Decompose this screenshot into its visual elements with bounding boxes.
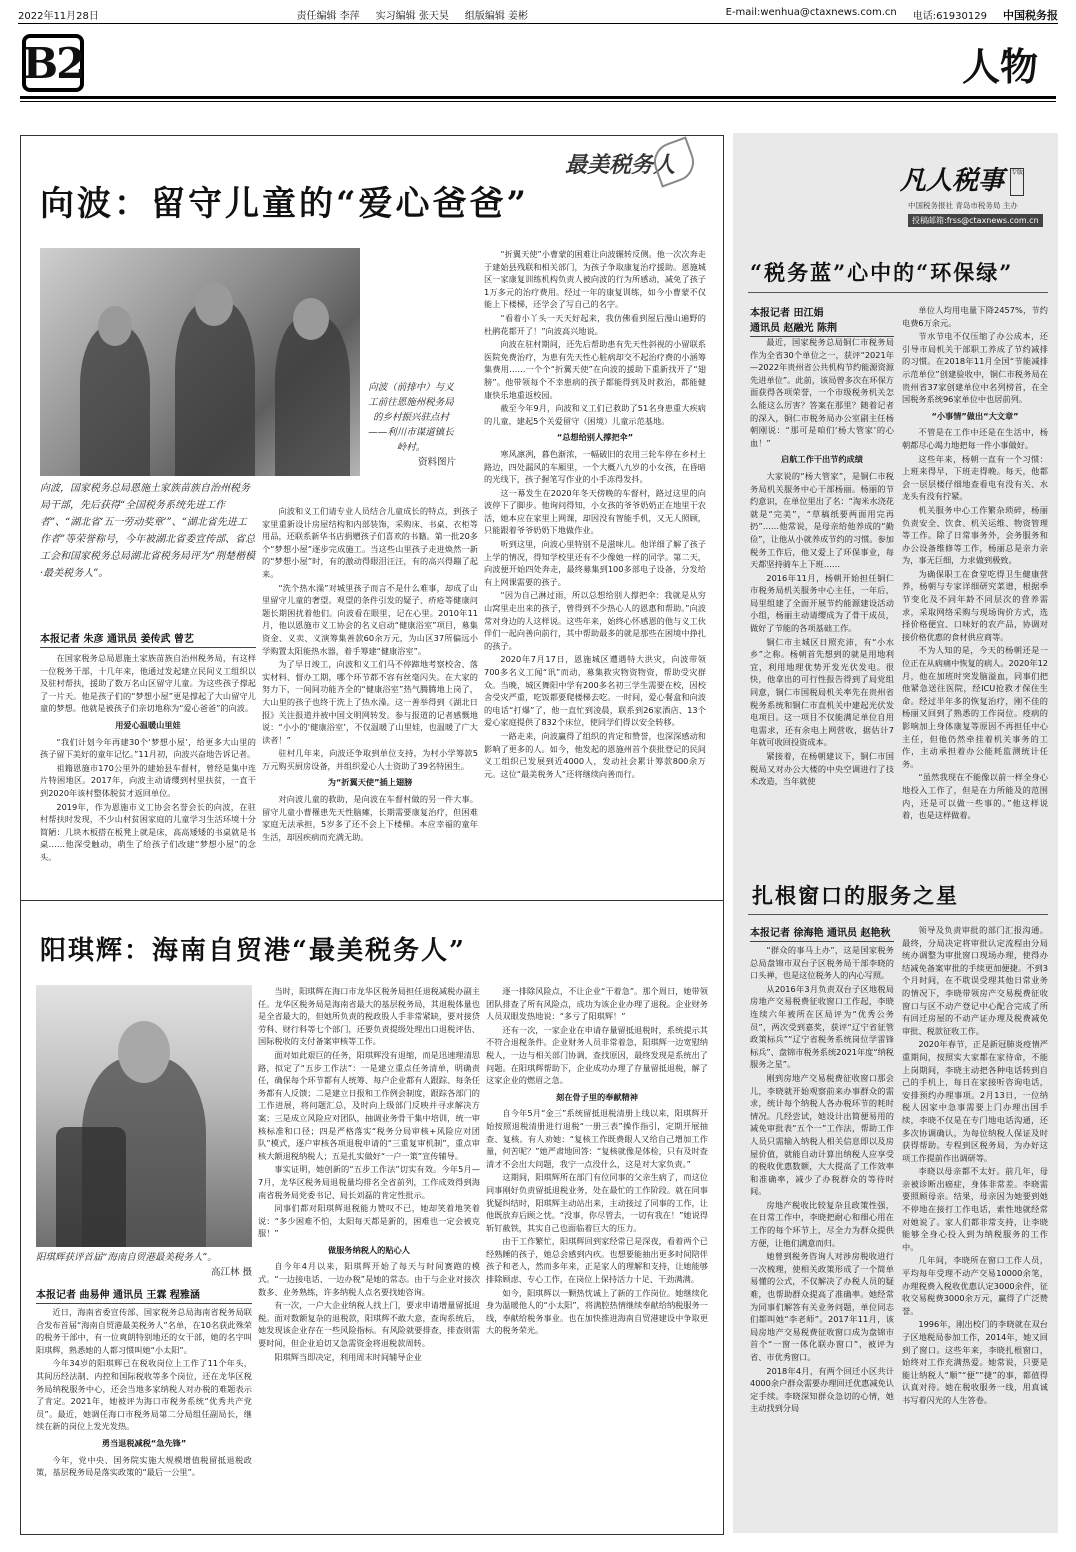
article-a-photo — [40, 248, 360, 476]
email: E-mail:wenhua@ctaxnews.com.cn — [725, 6, 897, 18]
paragraph: “折翼天使”小曹蒙的困难让向波辗转反侧。他一次次奔走于建始县残联和相关部门，为孩子争取康复治疗援助。恩施城区一家康复训练机构负责人被向波的行为所感动，减免了孩子1万多元的治疗费用。经过一年的康复训练，如今小曹蒙不仅能上下楼梯，还学会了写自己的名字。 — [484, 249, 706, 310]
paragraph: 近日，海南省委宣传部、国家税务总局海南省税务局联合发布首届“海南自贸港最美税务人”名单，在10名获此殊荣的税务干部中，有一位爽朗特别地还的女干部，她的名字叫阳琪辉，熟悉她的人都习惯叫她“小太阳”。 — [36, 1307, 252, 1355]
column-masthead: 凡人税事 — [900, 166, 1005, 196]
article-d-byline: 本报记者 徐海艳 通讯员 赵艳秋 — [750, 924, 894, 942]
header-rule — [20, 96, 1056, 99]
paragraph: 1996年，刚出校门的李晓就在双台子区地税局参加工作，2014年，她又回到了窗口。这些年来，李晓扎根窗口，始终对工作充满热爱。她常说，只要是能让纳税人“顺”“便”“捷”的事，都值得认真对待。她在税收服务一线，用真诚书写着闪光的人生答卷。 — [902, 1319, 1048, 1405]
title-rule — [748, 914, 1048, 915]
subheading: 为“折翼天使”插上翅膀 — [327, 777, 413, 788]
subheading: 勇当退税减税“急先锋” — [101, 1437, 187, 1448]
paragraph: 自今年5月“金三”系统留抵退税清册上线以来，阳琪辉开始按照退税清册进行退税“一册三表”操作指引，定期开展抽查、复核。有人劝她：“复核工作既费眼人又给自己增加工作量，何苦呢？”她严肃地回答：“复核就像是体检，只有及时查清才不会出大问题，我宁一点没什么，这是对大家负责。” — [486, 1108, 708, 1169]
paragraph: “洗个热水澡”对城里孩子而言不是什么难事，却成了山里留守儿童的奢望。观望的条件引发的疑子、疥疮等健康问题长期困扰着他们。向波看在眼里，记在心里。2010年11月，他以恩施市义工协会的名义启动“健康浴室”项目，募集资金、义卖、义演筹集善款60余万元，为山区37所偏远小学购置太阳能热水器，着手筹建“健康浴室”。 — [262, 582, 478, 656]
section-title: 人物 — [961, 43, 1038, 89]
article-d-col2 — [902, 924, 1048, 1528]
paragraph: 今年34岁的阳琪辉已在税收岗位上工作了11个年头，其间历经法制、内控和国际税收等多个岗位，还在龙华区税务局纳税服务中心，还会当地多家纳税人对办税的难题表示了肯定。2021年，她被评为海口市税务系统“优秀共产党员”。最近，她调任海口市税务局第二分局组任副局长，继续在新的岗位上发光发热。 — [36, 1358, 252, 1432]
article-d-col1 — [750, 944, 894, 1528]
article-a-byline: 本报记者 朱彦 通讯员 姜传武 曾艺 — [40, 630, 256, 648]
page-number: B2 — [22, 34, 84, 92]
paragraph: 听到这里，向波心里特别不是滋味儿。他详细了解了孩子上学的情况，得知学校里还有不少像她一样的同学。第二天，向波便开始四处奔走，最终募集到100多部电子设备，分发给有上网课需要的孩子。 — [484, 539, 706, 587]
article-a-title: 向波：留守儿童的“爱心爸爸” — [40, 184, 530, 224]
paragraph: “虽然我现在不能像以前一样全身心地投入工作了，但是在力所能及的范围内，还是可以做一些事的。”他这样说着，也是这样做着。 — [902, 772, 1048, 821]
issue-date: 2022年11月28日 — [18, 11, 99, 22]
subheading: “总想给别人撑把伞” — [556, 432, 634, 443]
paragraph: “看着小丫头一天天好起来，我仿佛看到屋后漫山遍野的杜鹃花都开了！”向波高兴地说。 — [484, 312, 706, 336]
page-header — [18, 6, 1058, 24]
title-rule — [748, 292, 1048, 293]
paragraph: 房地产税收比较复杂且政策性强，在日常工作中，李晓把耐心和细心用在工作的每个环节上，尽全力为群众提供方便，让他们满意而归。 — [750, 1199, 894, 1248]
masthead-email: 投稿邮箱:frss@ctaxnews.com.cn — [908, 214, 1043, 227]
photo-caption-text: 阳琪辉获评首届“海南自贸港最美税务人”。 — [36, 1252, 217, 1263]
intern-editor: 实习编辑 张天昊 — [375, 11, 449, 22]
paragraph: 有一次，一户大企业纳税人找上门，要求申请增量留抵退税。面对数额复杂的退税款，阳琪辉不敢大意，查询系统后，她发现该企业存在一些风险指标。有风险就要排查，排查则需要时间，但企业迫切又急需资金将退税款周转。 — [258, 1300, 480, 1349]
leaf-icon — [648, 136, 699, 187]
subheading: 启航工作干出节约成绩 — [781, 454, 863, 465]
photo-credit: 高江林 摄 — [210, 1267, 252, 1278]
paper-name: 中国税务报 — [1003, 8, 1058, 22]
article-b-col3 — [486, 985, 708, 1528]
paragraph: 不为人知的是，今天的杨朝还是一位正在从病痛中恢复的病人。2020年12月，他在加班时突发脑溢血，同事们把他紧急送往医院，经ICU抢救才保住生命。经过半年多的恢复治疗，刚不佳的杨丽又回到了熟悉的工作岗位。疫病的影响加上身体康复等原因不再担任中心主任，但他仍然牵挂着机关事务的工作，主动承担着办公能耗监测统计任务。 — [902, 645, 1048, 769]
editor-credits — [296, 7, 528, 22]
paragraph: 向波和义工们请专业人员结合儿童成长的特点，到孩子家里重新设计房屋结构和内部装饰，采购床、书桌、衣柜等用品，还联系新华书店捐赠孩子们喜欢的书籍。第一批20多个“梦想小屋”逐步完成施工。当这些山里孩子走进焕然一新的“梦想小屋”时，有的激动得眼泪汪汪，有的高兴得蹦了起来。 — [262, 506, 478, 579]
photo-credit: 资料图片 — [417, 457, 456, 468]
paragraph: 向波在驻村期间，还先后帮助患有先天性斜视的小留联系医院免费治疗，为患有先天性心脏病却交不起治疗费的小涵筹集费用……一个个“折翼天使”在向波的援助下重新找开了“翅膀”。他带领每个不幸患病的孩子都能得到及时救治，都能健康快乐地重返校园。 — [484, 339, 706, 400]
paragraph: 从2016年3月负责双台子区地税局房地产交易税费征收窗口工作起，李晓连续六年被所在区局评为“优秀公务员”，两次受到嘉奖，获评“辽宁省征管政策标兵”“辽宁省税务系统岗位学雷锋标兵”、盘锦市税务系统2021年度“纳税服务之星”。 — [750, 983, 894, 1070]
paragraph: 今年，党中央、国务院实施大规模增值税留抵退税政策，基层税务局是落实政策的“最后一公里”。 — [36, 1454, 252, 1478]
article-b-photo-caption — [36, 1250, 252, 1280]
article-c-col1 — [750, 336, 894, 858]
paragraph: 如今，阳琪辉以一颗热忱诚上了新的工作岗位。她继续化身为温暖他人的“小太阳”，将满腔热情继续奉献给纳税服务一线，奉献给税务事业。也在加快推进海南自贸港建设中争取更大的税务荣光。 — [486, 1287, 708, 1336]
paragraph: 一路走来，向波赢得了组织的肯定和赞誉，也深深感动和影响了更多的人。如今，他发起的恩施州首个获批登记的民间义工组织已发展到近4000人，发动社会累计筹款800余万元。这位“最美税务人”还将继续向善而行。 — [484, 730, 706, 779]
paragraph: 截至今年9月，向波和义工们已救助了51名身患重大疾病的儿童，建起5个关爱留守（困境）儿童示范基地。 — [484, 403, 706, 426]
paragraph: 刚到房地产交易税费征收窗口那会儿，李晓就开始观察前来办事群众的需求，统计每个纳税人各办税环节的耗时情况。几经尝试，她设计出简便易用的减免审批表“五个一”工作法，帮助工作人员只需输入纳税人相关信息即以及房屋价值，就能自动计算出纳税人应享受的税收优惠数额，大大提高了工作效率和准确率，减少了办税群众的等待时间。 — [750, 1072, 894, 1197]
paragraph: 2020年春节，正是新冠肺炎疫情严重期间，按照实大家都在家待命，不能上岗期间，李晓主动把各种电话转到自己的手机上，每日在家接听咨询电话，安排预约办理事项。2月13日，一位纳税人因家中急事需要上门办理出国手续，李晓不仅是在专门地电话沟通，还多次协调确认，为每位纳税人保证及时获得帮助。专程到区税务局，为办好这项工作提前作出调研等。 — [902, 1039, 1048, 1163]
paragraph: 2018年4月，有两个回迁小区共计4000余户群众需要办理回迁优惠减免认定手续。李晓深知群众急切的心情，她主动找到分局 — [750, 1365, 894, 1414]
paragraph: 铜仁市主城区日照充沛，有“小水乡”之称。杨朝首先想到的就是用地利宜，利用地理优势开发光伏发电。很快，他拿出的可行性报告得到了局党组同意，铜仁市国税局机关率先在贵州省税务系统和铜仁市直机关中建起光伏发电项目。这一项目不仅能满足单位自用电需求，还有余电上网营收，据估计7年就可收回投资成本。 — [750, 636, 894, 748]
contact-info — [726, 7, 1058, 23]
paragraph: 寒风凛冽，暮色渐浓，一幅破旧的农用三轮车停在乡村土路边，四处漏风的车厢里，一个大概八九岁的小女孩，在昏暗的光线下，孩子握笔写作业的小手冻得发抖。 — [484, 448, 706, 485]
layout-editor: 组版编辑 姜彬 — [464, 11, 529, 22]
paragraph: 机关服务中心工作繁杂琐碎，杨丽负责安全、饮食、机关运维、物资管理等工作。除了日常事务外，会务服务和办公设备维修等工作，杨丽总是亲力亲为，事无巨细，力求做到极致。 — [902, 504, 1048, 566]
paragraph: 不管是在工作中还是在生活中，杨朝都尽心竭力地把每一件小事做好。 — [902, 427, 1048, 450]
masthead-sponsors: 中国税务报社 青岛市税务局 主办 — [908, 201, 1018, 210]
paragraph: “因为自己淋过雨，所以总想给别人撑把伞：我就是从穷山窝里走出来的孩子，曾得到不少热心人的恩惠和帮助。”向波常对身边的人这样说。这些年来，始终心怀感恩的他与义工伙伴们一起向善向前行，其中帮助最多的就是那些在困境中挣扎的孩子。 — [484, 590, 706, 651]
article-a-col2 — [262, 505, 478, 892]
paragraph: 在国家税务总局恩施土家族苗族自治州税务局，有这样一位税务干部，十几年来，他通过发起建立民间义工组织以及驻村帮扶，援助了数万名山区留守儿童。为这些孩子撑起了一片天。他是孩子们的“梦想小屋”更是撑起了大山留守儿童的梦想。他就是被孩子们亲切地称为“爱心爸爸”的向波。 — [40, 653, 256, 714]
article-b-byline: 本报记者 曲易伸 通讯员 王霖 程雅涵 — [36, 1286, 252, 1304]
subheading: 用爱心温暖山里娃 — [115, 719, 181, 730]
paragraph: 这一幕发生在2020年冬天傍晚的车督村，路过这里的向波停下了脚步。他询问得知，小女孩的爷爷奶奶正在地里干农活，她本应在家里上网课，却因没有智能手机，又无人照顾，只能跟着爷爷奶奶下地做作业。 — [484, 487, 706, 536]
paragraph: 2016年11月，杨朝开始担任铜仁市税务局机关服务中心主任，一年后，局里组建了全面开展节约能源建设活动小组，杨丽主动请缨成为了骨干成员，做好了节能的各项基础工作。 — [750, 572, 894, 634]
paragraph: 事实证明，她创新的“五步工作法”切实有效。今年5月—7月，龙华区税务局退税量均排名全省前列，工作成效得到海南省税务局党委书记、局长刘磊的肯定性批示。 — [258, 1164, 480, 1200]
header-rule-thin — [20, 101, 1056, 102]
article-b-col2 — [258, 985, 480, 1528]
article-divider — [20, 900, 724, 901]
paragraph: 祖籍恩施市170公里外的建始县车督村，曾经是集中连片特困地区。2017年，向波主动请缨到村里扶贫，一直干到2020年该村整体脱贫才返回单位。 — [40, 762, 256, 798]
paragraph: 自今年4月以来，阳琪辉开始了每天与时间赛跑的模式。“一边接电话、一边办税”是她的常态。由于与企业对接次数多、业务熟练，许多纳税人点名要找她咨询。 — [258, 1261, 480, 1297]
paragraph: 当时，阳琪辉在海口市龙华区税务局担任退税减税办副主任。龙华区税务局是海南省最大的基层税务局，其退税体量也是全省最大的，但她所负责的税政股人手非常紧缺，要对接贷劳科、财行科等七个部门，还要负责提级处理出口退税评估、国际税收的支付备案审核等工作。 — [258, 986, 480, 1047]
article-a-col1 — [40, 652, 256, 892]
paragraph: 逐一排除风险点，不让企业“干着急”。那个周日，她带领团队排查了所有风险点，成功为该企业办理了退税。企业财务人员双眼发热地说：“多亏了阳琪辉！” — [486, 986, 708, 1022]
paragraph: 2019年，作为恩施市义工协会名誉会长的向波，在驻村帮扶时发现，不少山村贫困家庭的儿童学习生活环境十分简陋：几块木板搭在板凳上就是床，高高矮矮的书桌就是书桌……他深受触动，萌生了给孩子们改建“梦想小屋”的念头。 — [40, 801, 256, 862]
paragraph: 紧接着，在杨朝建议下，铜仁市国税局又对办公大楼的中央空调进行了技术改造，当年就使 — [750, 751, 894, 787]
paragraph: 2020年7月17日，恩施城区遭遇特大洪灾，向波带领700多名义工闻“讯”而动，募集救灾物资物资，帮助受灾群众。当晚，城区舞阳中学有200多名初三学生需要在校，因校舍受灾严重，吃饭都要爬楼梯去吃。一时间，爱心餐盒和向波的电话“打爆”了，他一直忙到凌晨，联系到26家酒店、13个爱心家庭提供了832个床位，使同学们得以安全转移。 — [484, 654, 706, 728]
paragraph: 大家说的“杨大管家”，是铜仁市税务局机关服务中心干部杨丽。杨丽的节约意识，在单位里出了名：“淘米水浇花就是“完美”，“草稿纸要两面用完再扔”……他常说，是母亲给他养成的“勤俭”，让他从小就养成节约的习惯。参加税务工作后，他又爱上了环保事业，每天都坚持骑车上下班…… — [750, 470, 894, 570]
paragraph: 还有一次，一家企业在申请存量留抵退税时，系统提示其不符合退税条件。企业财务人员非常着急，阳琪辉一边宽慰纳税人，一边与相关部门协调，查找原因，最终发现是系统出了问题。在阳琪辉帮助下，企业成功办理了存量留抵退税，解了这家企业的燃眉之急。 — [486, 1024, 708, 1086]
paragraph: 为了早日竣工，向波和义工们马不停蹄地考察校舍、落实材料、督办工期，哪个环节都不容有丝毫闪失。在大家的努力下，一间间功能齐全的“健康浴室”热气腾腾地上岗了，大山里的孩子也终于洗上了热水澡。这一善举得到《湖北日报》关注报道并被中国文明网转发。参与报道的记者感慨地说：“小小的‘健康浴室’，不仅温暖了山里娃，也温暖了广大读者！” — [262, 659, 478, 745]
paragraph: 几年间，李晓所在窗口工作人员，平均每年受理不动产交易10000余笔，办理税费入税收优惠认定3000余件，征收交易税费3000余万元，赢得了广泛赞誉。 — [902, 1255, 1048, 1316]
paragraph: 面对如此艰巨的任务，阳琪辉没有退缩，而是迅速理清思路，拟定了“五步工作法”：一是建立重点任务清单，明确责任，确保每个环节都有人统筹、每户企业都有人跟踪、每条任务都有人反馈；二是建立日报和工作例会制度，跟踪各部门的工作进展，将问题汇总，及时向上级部门反映并寻求解决方案；三是成立风险应对团队，抽调业务骨干集中培训，统一审核标准和口径；四是严格落实“税务分局审核+风险应对团队”模式，逐户审核各项退税申请的“三重复审机制”，重点审核大额退税纳税人；五是扎实做好“一户一策”宣传辅导。 — [258, 1049, 480, 1161]
article-a-col3 — [484, 248, 706, 892]
article-b-photo — [36, 985, 252, 1247]
article-c-byline: 本报记者 田江娟 通讯员 赵融光 陈荆 — [750, 304, 894, 337]
paragraph: 单位人均用电量下降2457%，节约电费6万余元。 — [902, 305, 1048, 328]
phone: 电话:61930129 — [912, 10, 987, 22]
award-badge — [540, 140, 700, 186]
photo-caption-text: 向波（前排中）与义工前往恩施州税务局的乡村振兴驻点村——利川市谋道镇长岭村。 — [368, 382, 454, 453]
article-d-title: 扎根窗口的服务之星 — [752, 883, 959, 908]
paragraph: “我们计划今年再建30个‘梦想小屋’，给更多大山里的孩子留下美好的童年记忆。”11月初，向波兴奋地告诉记者。 — [40, 736, 256, 760]
paragraph: 领导及负责审批的部门汇报沟通。最终，分局决定将审批认定流程由分局统办调整为审批窗口现场办理，使得办结减免备案审批的手续更加便捷。不到3个月时间，在不耽误受理其他日常业务的情况下，李晓带领房产交易税费征收窗口与区不动产登记中心配合完成了所有回迁房屋的不动产证办理及税费减免审批、税款征收工作。 — [902, 925, 1048, 1036]
article-c-title: “税务蓝”心中的“环保绿” — [750, 260, 1014, 285]
paragraph: 最近，国家税务总局铜仁市税务局作为全省30个单位之一，获评“2021年—2022年贵州省公共机构节约能源资源先进单位”。此前，该局曾多次在环保方面获得各项荣誉，一个市级税务机关怎么能这么厉害？答案在那里？随着记者的深入，铜仁市税务局办公室副主任杨朝刚说：“那可是咱们‘杨大管家’的心血！” — [750, 337, 894, 448]
editor: 责任编辑 李萍 — [296, 11, 360, 22]
article-a-lead: 向波，国家税务总局恩施土家族苗族自治州税务局干部，先后获得“全国税务系统先进工作者”、“湖北省‘五一劳动奖章’”、“湖北省先进工作者”等荣誉称号，今年被湖北省委宣传部、省总工会和国家税务总局湖北省税务局评为“荆楚楷模·最美税务人”。 — [40, 483, 256, 579]
paragraph: 为确保职工在食堂吃得卫生健康营养，杨朝与专家详细研究菜谱，根据季节变化及不同年龄不同层次的营养需求，采取网络采购与现场询价方式，选择价格便宜、口味好的农产品，协调对接价格优惠的食材供应商等。 — [902, 568, 1048, 642]
subheading: 做服务纳税人的贴心人 — [328, 1244, 410, 1255]
paragraph: 同事们都对阳琪辉退税能力赞叹不已，她却笑着地笑着说：“多少困难不怕，太阳每天都是新的，困难也一定会被克服！” — [258, 1203, 480, 1239]
badge-text: 最美税务人 — [564, 151, 675, 178]
article-b-title: 阳琪辉：海南自贸港“最美税务人” — [40, 936, 466, 966]
paragraph: 对向波儿童的救助，是向波在车督村做的另一件大事。留守儿童小曹罹患先天性脑瘫，长期需要康复治疗，但困难家庭无法承担，5岁多了还不会上下楼梯。本应幸福的童年生活，却因疾病而充满无助。 — [262, 794, 478, 842]
subheading: 刻在骨子里的奉献精神 — [556, 1091, 638, 1102]
masthead-seal: 专版 — [1010, 168, 1024, 196]
article-a-photo-caption — [366, 380, 456, 470]
paragraph: 她曾到税务咨询人对涉房税收进行一次梳理，使相关政策形成了一个简单易懂的公式，不仅解决了办税人员的疑难，也帮助群众提高了准确率。她经常为同事们解答有关业务问题，单位同志们都叫她“李老师”。2017年11月，该局房地产交易税费征收窗口成为盘锦市首个“一窗一体化联办窗口”，被评为省、市优秀窗口。 — [750, 1251, 894, 1362]
paragraph: 由于工作繁忙，阳琪辉回到家经常已是深夜，看着两个已经熟睡的孩子，她总会感到内疚。也想要能抽出更多时间陪伴孩子和老人，然而多年来，正是家人的理解和支持，让她能够排除顾虑、专心工作，在岗位上保持活力十足、干劲满满。 — [486, 1236, 708, 1285]
subheading: “小事情”做出“大文章” — [931, 410, 1019, 421]
paragraph: 李晓以母亲都不太好。前几年，母亲被诊断出癌症，身体非常差。李晓需要照顾母亲。结果，母亲因为她要到她不停地在接打工作电话，索性地就经常对她说了。家人们都非常支持，让李晓能够全身心投入到为纳税服务的工作中。 — [902, 1166, 1048, 1252]
paragraph: 驻村几年来，向波还争取到单位支持，为村小学筹款5万元购买厨房设备，并组织爱心人士资助了39名特困生。 — [262, 748, 478, 771]
paragraph: 节水节电不仅压缩了办公成本，还引导市局机关干部职工养成了节约减排的习惯。在2018年11月全国“节能减排示范单位”创建验收中，铜仁市税务局在贵州省37家创建单位中名列榜首，在全国税务系统96家单位中也居前列。 — [902, 331, 1048, 405]
article-c-col2 — [902, 304, 1048, 858]
article-b-col1 — [36, 1306, 252, 1528]
paragraph: 阳琪辉当即决定，利用周末时间辅导企业 — [274, 1351, 422, 1362]
paragraph: 这些年来，杨朝一直有一个习惯：上班来得早，下班走得晚。每天，他都会一层层楼仔细地查看电有没有关、水龙头有没有拧紧。 — [902, 453, 1048, 502]
paragraph: “群众的事马上办”，这是国家税务总局盘锦市双台子区税务局干部李晓的口头禅，也是这位税务人的内心写照。 — [750, 945, 894, 981]
paragraph: 这期间，阳琪辉所在部门有位同事的父亲生病了，而这位同事刚好负责留抵退税业务，处在最忙的工作阶段。就在同事犹疑纠结时，阳琪辉主动站出来，主动接过了同事的工作，让他既放弃后顾之忧。“没事，你尽管去，一切有我在！”她说得斩钉截铁，其实自己也面临着巨大的压力。 — [486, 1172, 708, 1233]
